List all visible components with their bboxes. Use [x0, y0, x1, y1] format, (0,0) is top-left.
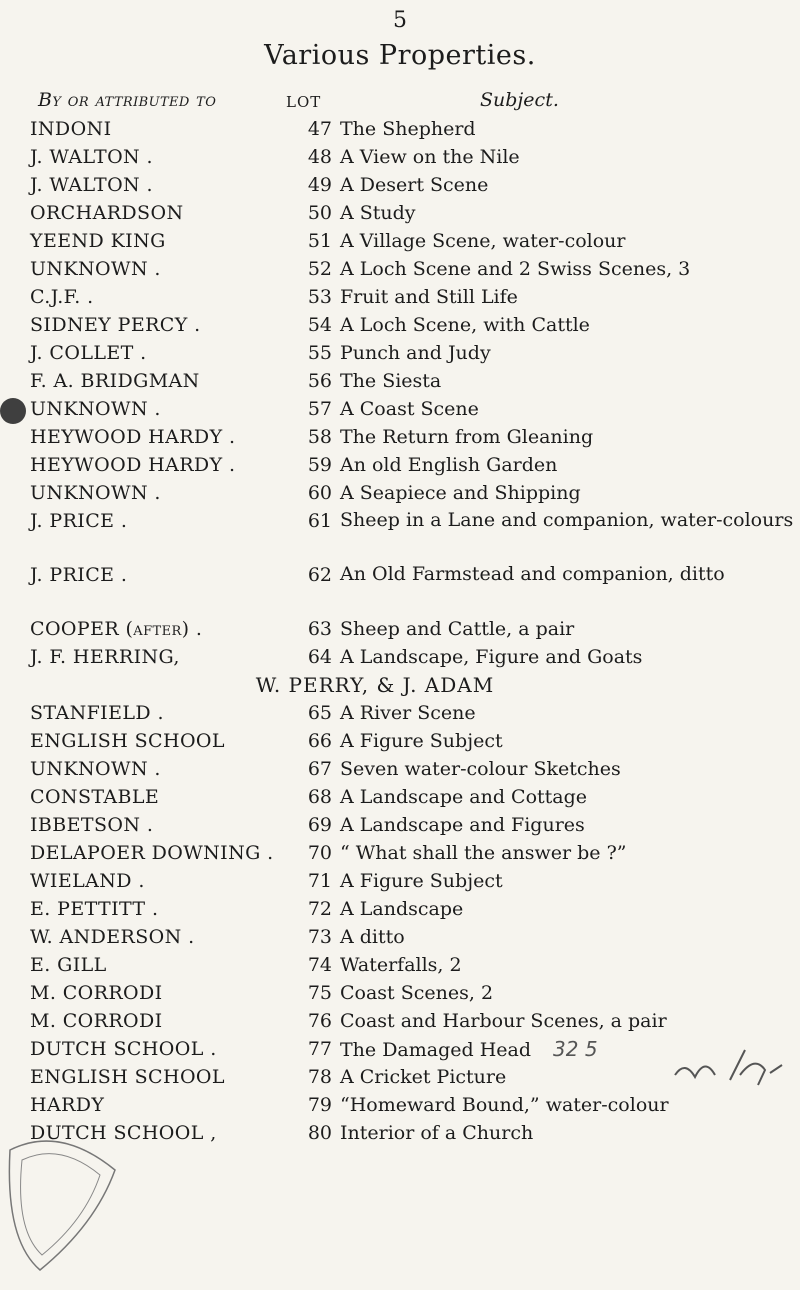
lot-artist: IBBETSON .	[30, 814, 154, 836]
lot-row	[30, 615, 800, 643]
lot-artist: YEEND KING	[30, 230, 166, 252]
lot-number: 50	[307, 202, 332, 224]
lot-artist: J. PRICE .	[30, 510, 128, 532]
lot-row	[30, 1007, 800, 1035]
lot-number: 70	[307, 842, 332, 864]
lot-artist: CONSTABLE	[30, 786, 160, 808]
lot-subject: “ What shall the answer be ?”	[340, 842, 627, 864]
lot-artist: UNKNOWN .	[30, 398, 161, 420]
lot-row	[30, 923, 800, 951]
lot-artist: STANFIELD .	[30, 702, 164, 724]
lot-row	[30, 783, 800, 811]
lot-row	[30, 643, 800, 671]
lot-number: 63	[307, 618, 332, 640]
lot-number: 60	[307, 482, 332, 504]
lot-number: 58	[307, 426, 332, 448]
lot-row	[30, 727, 800, 755]
lot-subject: A Coast Scene	[340, 398, 479, 420]
lot-artist: SIDNEY PERCY .	[30, 314, 201, 336]
lot-number: 52	[307, 258, 332, 280]
lot-subject: An old English Garden	[340, 454, 558, 476]
lot-row	[30, 1119, 800, 1147]
lot-subject: A Figure Subject	[340, 870, 503, 892]
lot-subject: An Old Farmstead and companion, ditto	[340, 563, 725, 585]
lot-artist: M. CORRODI	[30, 1010, 163, 1032]
lot-artist: E. GILL	[30, 954, 107, 976]
lot-subject: Sheep and Cattle, a pair	[340, 618, 575, 640]
lot-artist: W. ANDERSON .	[30, 926, 195, 948]
lot-subject: Coast and Harbour Scenes, a pair	[340, 1010, 667, 1032]
page-title: Various Properties.	[264, 40, 536, 71]
lot-row	[30, 507, 800, 561]
lot-number: 49	[307, 174, 332, 196]
lot-row	[30, 839, 800, 867]
lot-artist: UNKNOWN .	[30, 758, 161, 780]
lot-artist: UNKNOWN .	[30, 258, 161, 280]
lot-number: 53	[307, 286, 332, 308]
lot-number: 55	[307, 342, 332, 364]
lot-row	[30, 311, 800, 339]
lot-number: 61	[307, 510, 332, 532]
lot-subject: A Landscape	[340, 898, 464, 920]
lot-artist: COOPER (after) .	[30, 618, 203, 640]
lot-subject: A Village Scene, water-colour	[340, 230, 626, 252]
lot-subject: Sheep in a Lane and companion, water-colours	[340, 509, 794, 531]
lot-artist: HEYWOOD HARDY .	[30, 426, 236, 448]
lot-subject: “Homeward Bound,” water-colour	[340, 1094, 669, 1116]
lot-number: 73	[307, 926, 332, 948]
lot-row	[30, 339, 800, 367]
lot-row	[30, 1091, 800, 1119]
lot-row	[30, 255, 800, 283]
lot-subject: Waterfalls, 2	[340, 954, 462, 976]
lot-subject: A Loch Scene, with Cattle	[340, 314, 590, 336]
lot-subject: Seven water-colour Sketches	[340, 758, 621, 780]
lot-artist: DUTCH SCHOOL ,	[30, 1122, 217, 1144]
page-number: 5	[393, 8, 407, 33]
lot-artist: ENGLISH SCHOOL	[30, 730, 225, 752]
lot-number: 51	[307, 230, 332, 252]
lot-subject: Coast Scenes, 2	[340, 982, 494, 1004]
lot-artist: UNKNOWN .	[30, 482, 161, 504]
lot-subject-text: The Damaged Head	[340, 1039, 532, 1061]
lot-number: 67	[307, 758, 332, 780]
lot-number: 69	[307, 814, 332, 836]
binder-hole	[0, 398, 26, 424]
lot-row	[30, 895, 800, 923]
lot-row	[30, 115, 800, 143]
lot-artist: HARDY	[30, 1094, 105, 1116]
group-heading: W. PERRY, & J. ADAM	[255, 673, 495, 697]
lot-artist: HEYWOOD HARDY .	[30, 454, 236, 476]
lot-row	[30, 367, 800, 395]
lot-number: 57	[307, 398, 332, 420]
lot-subject: Punch and Judy	[340, 342, 491, 364]
lot-artist: E. PETTITT .	[30, 898, 159, 920]
handwritten-price: 32 5	[553, 1037, 598, 1061]
lot-row	[30, 395, 800, 423]
lot-subject: Interior of a Church	[340, 1122, 534, 1144]
lot-artist: DUTCH SCHOOL .	[30, 1038, 217, 1060]
library-stamp-icon	[0, 1130, 120, 1275]
lot-number: 78	[307, 1066, 332, 1088]
lot-row	[30, 699, 800, 727]
lot-subject: A Landscape and Figures	[340, 814, 585, 836]
lot-row	[30, 811, 800, 839]
lot-number: 62	[307, 564, 332, 586]
lot-number: 65	[307, 702, 332, 724]
lot-artist: J. WALTON .	[30, 146, 153, 168]
lot-artist: ENGLISH SCHOOL	[30, 1066, 225, 1088]
lot-subject: A View on the Nile	[340, 146, 520, 168]
column-header-lot: LOT	[286, 93, 322, 111]
lot-subject: A Loch Scene and 2 Swiss Scenes, 3	[340, 258, 691, 280]
lot-number: 68	[307, 786, 332, 808]
lot-artist: DELAPOER DOWNING .	[30, 842, 274, 864]
lot-number: 76	[307, 1010, 332, 1032]
lot-number: 71	[307, 870, 332, 892]
lot-number: 56	[307, 370, 332, 392]
lot-artist: J. COLLET .	[30, 342, 147, 364]
lot-subject: A Seapiece and Shipping	[340, 482, 581, 504]
lot-list	[30, 115, 800, 1147]
lot-artist: WIELAND .	[30, 870, 145, 892]
lot-subject: A ditto	[340, 926, 405, 948]
lot-row	[30, 979, 800, 1007]
lot-number: 74	[307, 954, 332, 976]
lot-number: 47	[307, 118, 332, 140]
lot-number: 79	[307, 1094, 332, 1116]
lot-subject: A Figure Subject	[340, 730, 503, 752]
lot-subject: Fruit and Still Life	[340, 286, 518, 308]
lot-number: 48	[307, 146, 332, 168]
lot-subject: The Shepherd	[340, 118, 476, 140]
lot-artist: F. A. BRIDGMAN	[30, 370, 200, 392]
lot-subject: A Desert Scene	[340, 174, 489, 196]
lot-row	[30, 479, 800, 507]
lot-artist: INDONI	[30, 118, 112, 140]
lot-row	[30, 423, 800, 451]
lot-artist: ORCHARDSON	[30, 202, 184, 224]
lot-row	[30, 451, 800, 479]
lot-row	[30, 143, 800, 171]
lot-row	[30, 227, 800, 255]
lot-row	[30, 755, 800, 783]
lot-number: 77	[307, 1038, 332, 1060]
lot-subject: A Landscape, Figure and Goats	[340, 646, 643, 668]
margin-scribble-icon	[670, 1045, 790, 1095]
lot-artist: M. CORRODI	[30, 982, 163, 1004]
lot-artist: J. WALTON .	[30, 174, 153, 196]
lot-subject: The Return from Gleaning	[340, 426, 594, 448]
lot-row	[30, 199, 800, 227]
lot-row	[30, 561, 800, 615]
lot-subject: A Study	[340, 202, 416, 224]
lot-row	[30, 171, 800, 199]
lot-number: 72	[307, 898, 332, 920]
lot-row	[30, 951, 800, 979]
lot-artist: C.J.F. .	[30, 286, 94, 308]
lot-artist: J. PRICE .	[30, 564, 128, 586]
lot-artist: J. F. HERRING,	[30, 646, 180, 668]
column-header-artist: By or attributed to	[38, 89, 217, 111]
lot-row	[30, 867, 800, 895]
lot-number: 80	[307, 1122, 332, 1144]
lot-subject: A River Scene	[340, 702, 476, 724]
lot-subject: A Landscape and Cottage	[340, 786, 588, 808]
lot-subject: The Siesta	[340, 370, 442, 392]
lot-row	[30, 283, 800, 311]
lot-number: 66	[307, 730, 332, 752]
lot-subject: A Cricket Picture	[340, 1066, 507, 1088]
lot-number: 75	[307, 982, 332, 1004]
lot-number: 59	[307, 454, 332, 476]
lot-number: 64	[307, 646, 332, 668]
lot-number: 54	[307, 314, 332, 336]
column-header-subject: Subject.	[480, 89, 559, 111]
